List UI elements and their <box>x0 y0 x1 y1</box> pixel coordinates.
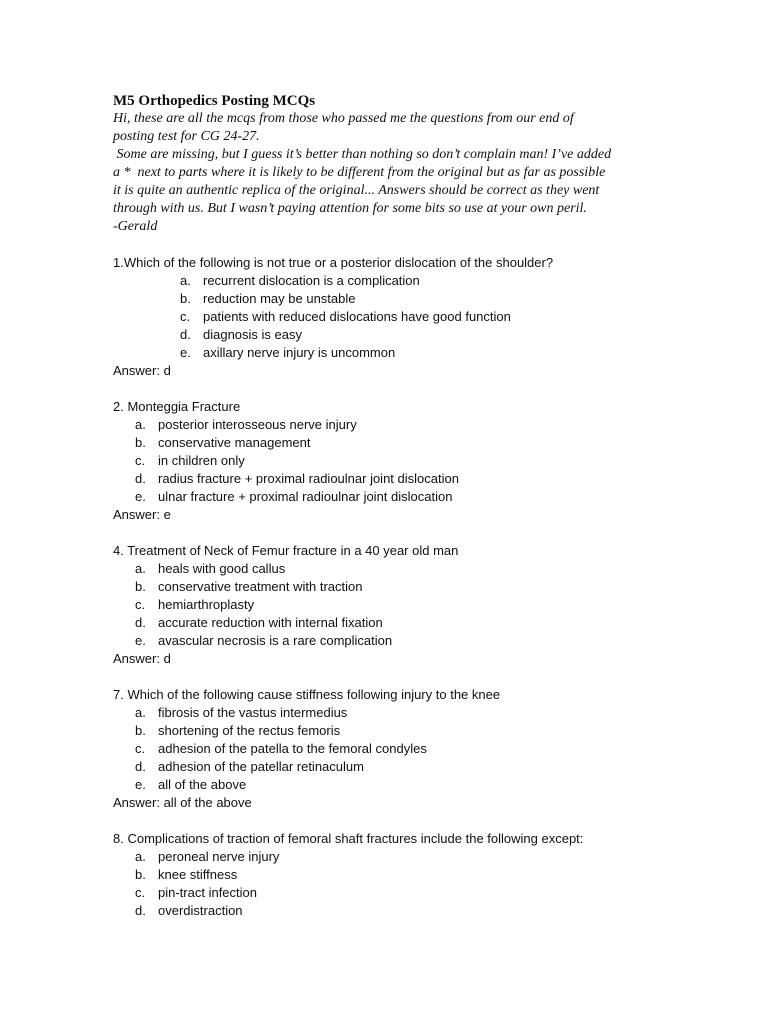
option-list <box>113 560 653 650</box>
question-block <box>113 398 653 524</box>
option-letter: e. <box>180 345 191 360</box>
option-text: shortening of the rectus femoris <box>158 723 341 738</box>
option-text: overdistraction <box>158 903 243 918</box>
option-letter: b. <box>180 291 191 306</box>
option-item <box>113 560 653 578</box>
option-item <box>113 308 653 326</box>
option-letter: a. <box>135 849 146 864</box>
option-item <box>113 290 653 308</box>
option-item <box>113 452 653 470</box>
option-text: conservative management <box>158 435 311 450</box>
option-item <box>113 470 653 488</box>
intro-signature: -Gerald <box>113 219 158 234</box>
option-letter: d. <box>135 615 146 630</box>
intro-line: a * next to parts where it is likely to be different from the original but as far as possible <box>113 165 606 180</box>
option-letter: a. <box>180 273 191 288</box>
option-text: diagnosis is easy <box>203 327 302 342</box>
option-letter: e. <box>135 489 146 504</box>
option-letter: a. <box>135 417 146 432</box>
option-item <box>113 758 653 776</box>
option-text: in children only <box>158 453 245 468</box>
option-text: conservative treatment with traction <box>158 579 363 594</box>
option-item <box>113 326 653 344</box>
answer-line: Answer: d <box>113 651 171 666</box>
option-item <box>113 578 653 596</box>
intro-line: Some are missing, but I guess it’s better than nothing so don’t complain man! I’ve added <box>113 147 612 162</box>
option-letter: b. <box>135 723 146 738</box>
option-item <box>113 488 653 506</box>
spacer <box>113 236 653 254</box>
question-text: 4. Treatment of Neck of Femur fracture in a 40 year old man <box>113 543 459 558</box>
option-text: hemiarthroplasty <box>158 597 255 612</box>
option-text: knee stiffness <box>158 867 238 882</box>
question-text: 2. Monteggia Fracture <box>113 399 241 414</box>
option-item <box>113 416 653 434</box>
option-letter: a. <box>135 561 146 576</box>
option-text: heals with good callus <box>158 561 286 576</box>
option-list <box>113 704 653 794</box>
option-text: axillary nerve injury is uncommon <box>203 345 396 360</box>
option-letter: e. <box>135 777 146 792</box>
spacer <box>113 524 653 542</box>
option-item <box>113 272 653 290</box>
question-text: 1.Which of the following is not true or a posterior dislocation of the shoulder? <box>113 255 554 270</box>
option-letter: c. <box>135 741 146 756</box>
option-item <box>113 776 653 794</box>
option-letter: c. <box>135 597 146 612</box>
answer-line: Answer: e <box>113 507 171 522</box>
option-item <box>113 740 653 758</box>
option-item <box>113 902 653 920</box>
option-letter: b. <box>135 579 146 594</box>
option-text: adhesion of the patellar retinaculum <box>158 759 364 774</box>
option-item <box>113 434 653 452</box>
option-text: fibrosis of the vastus intermedius <box>158 705 348 720</box>
question-text: 7. Which of the following cause stiffness following injury to the knee <box>113 687 501 702</box>
option-letter: c. <box>180 309 191 324</box>
option-text: patients with reduced dislocations have good function <box>203 309 511 324</box>
option-text: adhesion of the patella to the femoral condyles <box>158 741 427 756</box>
document-title: M5 Orthopedics Posting MCQs <box>113 93 316 109</box>
option-letter: a. <box>135 705 146 720</box>
option-item <box>113 596 653 614</box>
option-text: all of the above <box>158 777 247 792</box>
spacer <box>113 812 653 830</box>
option-item <box>113 632 653 650</box>
option-letter: d. <box>135 759 146 774</box>
option-text: peroneal nerve injury <box>158 849 280 864</box>
option-text: posterior interosseous nerve injury <box>158 417 357 432</box>
question-block <box>113 686 653 812</box>
option-text: avascular necrosis is a rare complication <box>158 633 393 648</box>
option-item <box>113 884 653 902</box>
option-item <box>113 848 653 866</box>
option-letter: d. <box>135 903 146 918</box>
document-content <box>113 92 653 920</box>
option-letter: b. <box>135 435 146 450</box>
option-item <box>113 866 653 884</box>
option-text: radius fracture + proximal radioulnar joint dislocation <box>158 471 459 486</box>
spacer <box>113 668 653 686</box>
option-list <box>113 416 653 506</box>
question-text: 8. Complications of traction of femoral shaft fractures include the following except: <box>113 831 584 846</box>
option-letter: d. <box>180 327 191 342</box>
answer-line: Answer: d <box>113 363 171 378</box>
intro-line: posting test for CG 24-27. <box>113 129 260 144</box>
question-block <box>113 254 653 380</box>
intro-line: through with us. But I wasn’t paying attention for some bits so use at your own peril. <box>113 201 587 216</box>
intro-paragraph <box>113 110 653 236</box>
option-item <box>113 704 653 722</box>
answer-line: Answer: all of the above <box>113 795 252 810</box>
option-text: recurrent dislocation is a complication <box>203 273 420 288</box>
option-item <box>113 722 653 740</box>
question-block <box>113 830 653 920</box>
question-block <box>113 542 653 668</box>
option-text: ulnar fracture + proximal radioulnar joint dislocation <box>158 489 453 504</box>
option-list <box>113 272 653 362</box>
option-letter: b. <box>135 867 146 882</box>
option-text: accurate reduction with internal fixation <box>158 615 383 630</box>
option-letter: d. <box>135 471 146 486</box>
intro-line: Hi, these are all the mcqs from those who passed me the questions from our end of <box>113 111 574 126</box>
option-text: pin-tract infection <box>158 885 257 900</box>
option-letter: e. <box>135 633 146 648</box>
option-item <box>113 344 653 362</box>
option-letter: c. <box>135 453 146 468</box>
option-item <box>113 614 653 632</box>
option-letter: c. <box>135 885 146 900</box>
intro-line: it is quite an authentic replica of the original... Answers should be correct as they went <box>113 183 600 198</box>
option-text: reduction may be unstable <box>203 291 356 306</box>
option-list <box>113 848 653 920</box>
spacer <box>113 380 653 398</box>
